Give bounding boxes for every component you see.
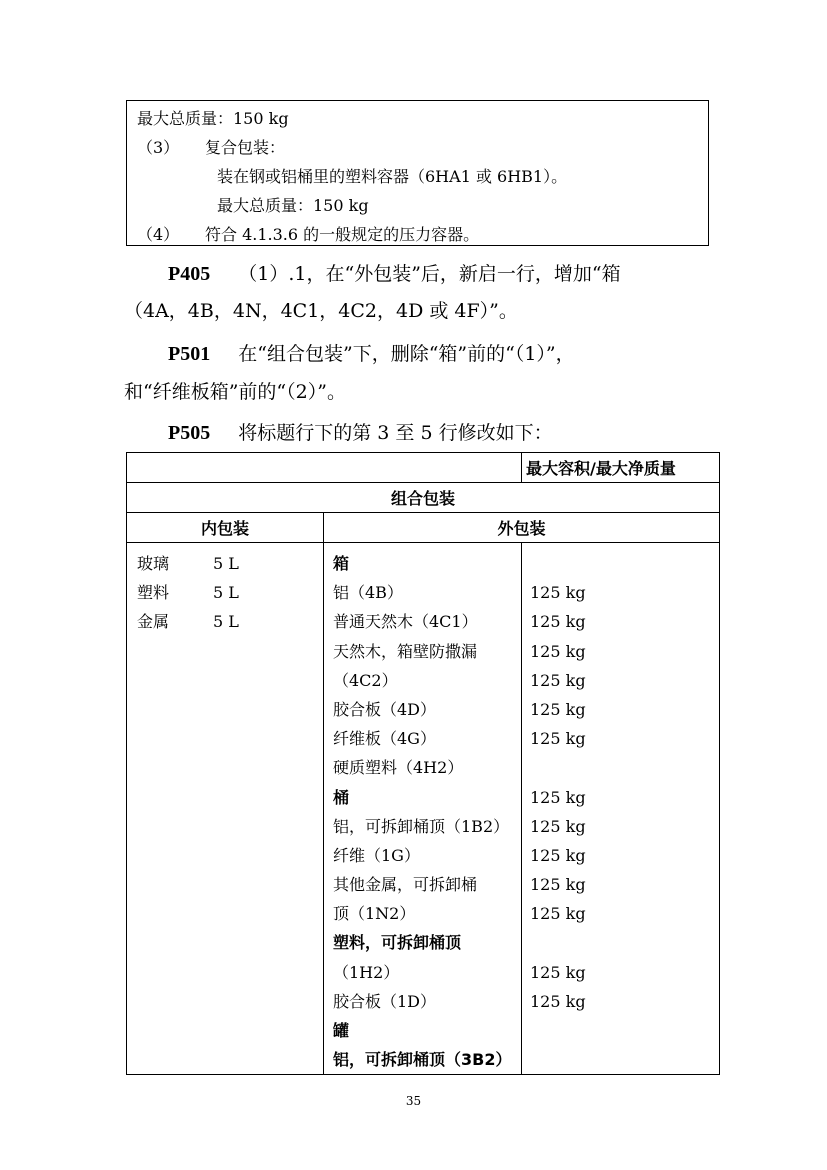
p501-text-2: 和“纤维板箱”前的“（2）”。 <box>124 381 346 403</box>
max-values-cell <box>522 543 720 1075</box>
max-value: 125 kg <box>530 845 586 865</box>
inner-material: 金属 <box>137 612 170 632</box>
max-value: 125 kg <box>530 875 586 895</box>
p405-text-2: （4A，4B，4N，4C1，4C2，4D 或 4F）”。 <box>124 300 518 322</box>
outer-item: 纤维（1G） <box>333 845 420 865</box>
outer-item: 铝（4B） <box>333 583 403 603</box>
p501-code: P501 <box>168 343 211 365</box>
item-4-text: 符合 4.1.3.6 的一般规定的压力容器。 <box>205 225 480 244</box>
max-value: 125 kg <box>530 641 586 661</box>
table-header-row-2 <box>127 483 720 513</box>
p405-text-1: （1）.1，在“外包装”后，新启一行，增加“箱 <box>238 263 621 285</box>
table-header-row-3 <box>127 513 720 543</box>
header-max-capacity: 最大容积/最大净质量 <box>522 453 720 483</box>
inner-packaging-cell <box>127 543 324 1075</box>
inner-item <box>137 549 323 578</box>
item-4-number: （4） <box>137 225 180 244</box>
max-value: 125 kg <box>530 583 586 603</box>
p505-line <box>168 421 553 445</box>
outer-item: 顶（1N2） <box>333 904 416 924</box>
max-total-mass-line-2: 最大总质量：150 kg <box>217 196 369 215</box>
inner-volume: 5 L <box>213 554 239 573</box>
outer-item: 纤维板（4G） <box>333 729 436 749</box>
outer-item: （4C2） <box>333 670 398 690</box>
max-total-mass-line: 最大总质量：150 kg <box>137 109 289 128</box>
outer-item: 硬质塑料（4H2） <box>333 758 464 778</box>
p405-line1 <box>168 262 621 286</box>
outer-item: 天然木，箱壁防撒漏 <box>333 641 478 661</box>
outer-item: 塑料，可拆卸桶顶 <box>333 933 462 953</box>
max-value <box>530 1045 719 1074</box>
inner-item <box>137 607 323 636</box>
inner-item <box>137 578 323 607</box>
max-value: 125 kg <box>530 670 586 690</box>
p501-text-1: 在“组合包装”下，删除“箱”前的“（1）”， <box>238 343 575 365</box>
max-value <box>530 928 719 957</box>
outer-packaging-cell <box>324 543 522 1075</box>
p405-code: P405 <box>168 263 211 285</box>
outer-item: （1H2） <box>333 962 400 982</box>
outer-item: 普通天然木（4C1） <box>333 612 478 632</box>
composite-line: 装在钢或铝桶里的塑料容器（6HA1 或 6HB1）。 <box>217 167 568 186</box>
max-value: 125 kg <box>530 729 586 749</box>
max-value <box>530 1016 719 1045</box>
max-value <box>530 753 719 782</box>
outer-item: 罐 <box>333 1021 350 1040</box>
previous-table-box <box>126 100 709 246</box>
header-outer-packaging: 外包装 <box>324 513 720 543</box>
header-inner-packaging: 内包装 <box>127 513 324 543</box>
outer-item: 箱 <box>333 554 350 573</box>
outer-item: 铝，可拆卸桶顶（1B2） <box>333 816 510 836</box>
item-3-number: （3） <box>137 138 180 157</box>
outer-item: 铝，可拆卸桶顶（3B2） <box>333 1050 512 1070</box>
max-value: 125 kg <box>530 962 586 982</box>
max-value: 125 kg <box>530 904 586 924</box>
max-value: 125 kg <box>530 699 586 719</box>
outer-list <box>324 543 521 1074</box>
inner-material: 玻璃 <box>137 554 170 573</box>
outer-item: 其他金属，可拆卸桶 <box>333 875 478 895</box>
inner-volume: 5 L <box>213 583 239 603</box>
p505-code: P505 <box>168 422 211 444</box>
page-number: 35 <box>405 1094 422 1108</box>
max-value: 125 kg <box>530 612 586 632</box>
max-value <box>530 549 719 578</box>
inner-volume: 5 L <box>213 612 239 632</box>
outer-item: 胶合板（4D） <box>333 699 437 719</box>
max-value: 125 kg <box>530 787 586 807</box>
p505-table <box>126 452 720 1075</box>
max-value: 125 kg <box>530 991 586 1011</box>
p505-text: 将标题行下的第 3 至 5 行修改如下： <box>238 422 553 444</box>
inner-list <box>127 543 323 637</box>
max-list <box>522 543 719 1074</box>
header-blank-cell <box>127 453 522 483</box>
max-value: 125 kg <box>530 816 586 836</box>
p501-line1 <box>168 342 575 366</box>
item-3-text: 复合包装： <box>205 138 286 157</box>
outer-item: 桶 <box>333 787 350 807</box>
table-body-row <box>127 543 720 1075</box>
inner-material: 塑料 <box>137 583 170 603</box>
header-combined-packaging: 组合包装 <box>127 483 720 513</box>
outer-item: 胶合板（1D） <box>333 991 437 1011</box>
table-header-row-1 <box>127 453 720 483</box>
